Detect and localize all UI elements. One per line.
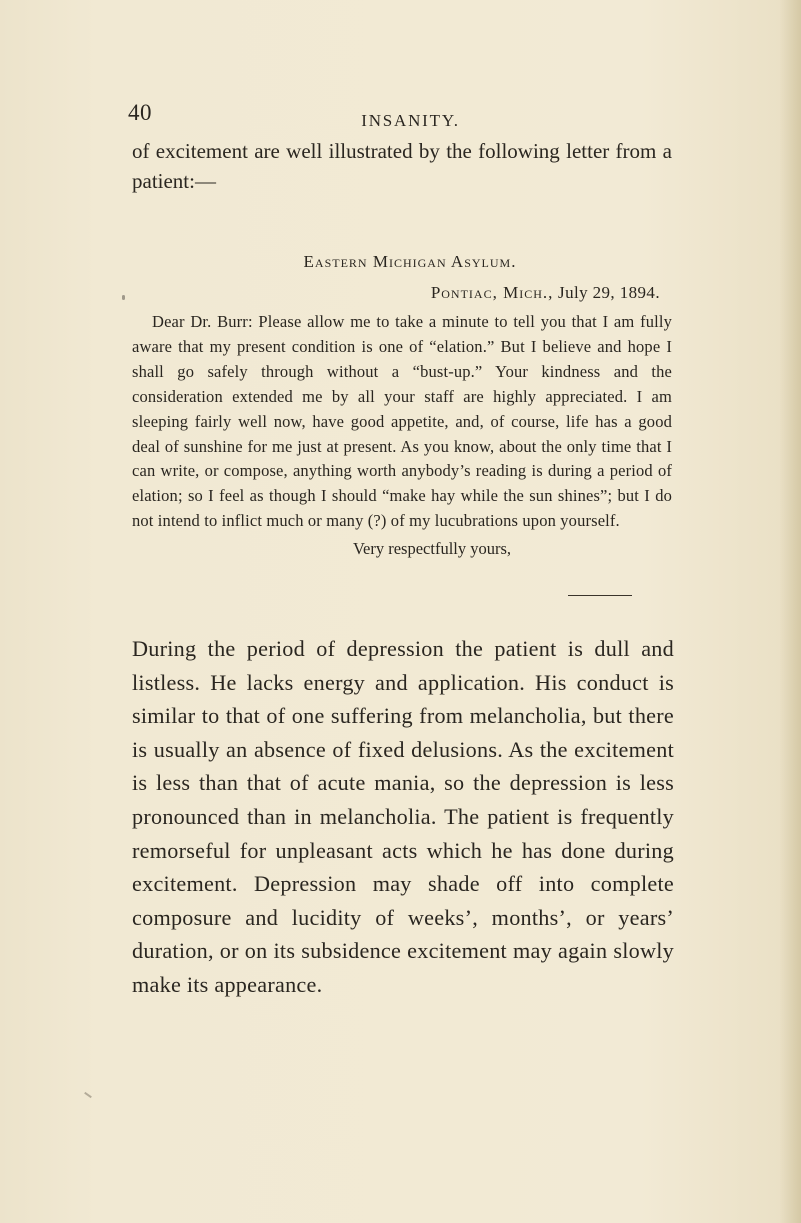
quoted-letter xyxy=(132,250,672,562)
letter-place-date xyxy=(132,280,672,306)
page-number: 40 xyxy=(128,100,152,125)
letter-body: Dear Dr. Burr: Please allow me to take a minute to tell you that I am fully aware that my present condition is one of “elation.” But I believe and hope I shall go safely through without a “bust-up.” Your kindness and the consideration extended me by all your staff are highly appreciated. I am sleeping fairly well now, have good appetite, and, of course, life has a good deal of sunshine for me just at present. As you know, about the only time that I can write, or compose, anything worth anybody’s reading is during a period of elation; so I feel as though I should “make hay while the sun shines”; but I do not intend to inflict much or many (?) of my lucubrations upon yourself. xyxy=(132,312,672,531)
signature-rule xyxy=(568,595,632,596)
letter-date: July 29, 1894. xyxy=(558,283,660,302)
running-head: INSANITY. xyxy=(361,111,460,130)
paper-speck xyxy=(122,295,125,300)
main-paragraph: During the period of depression the patient is dull and listless. He lacks energy and application. His conduct is similar to that of one suffering from melancholia, but there is usually an absence of fixed delusions. As the excitement is less than that of acute mania, so the depression is less pronounced than in melancholia. The patient is frequently remorseful for unpleasant acts which he has done during excitement. Depression may shade off into complete composure and lucidity of weeks’, months’, or years’ duration, or on its subsidence excitement may again slowly make its appearance. xyxy=(132,636,674,997)
letter-closing: Very respectfully yours, xyxy=(352,539,512,559)
letterhead: Eastern Michigan Asylum. xyxy=(303,252,517,271)
intro-paragraph: of excitement are well illustrated by the following letter from a patient:— xyxy=(132,139,672,193)
letter-place: Pontiac, Mich., xyxy=(430,283,554,302)
paper-speck xyxy=(84,1092,92,1098)
page-edge-shadow xyxy=(779,0,801,1223)
